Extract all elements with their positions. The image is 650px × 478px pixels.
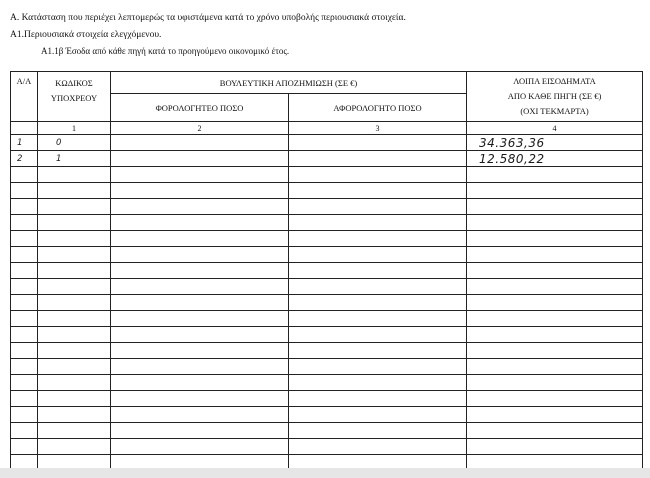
row-taxable[interactable] xyxy=(111,151,289,167)
row-aa-empty[interactable] xyxy=(11,311,38,327)
row-code-empty[interactable] xyxy=(38,375,111,391)
header-other-income xyxy=(467,72,643,122)
row-code[interactable]: 0 xyxy=(38,135,111,151)
row-other-income-empty[interactable] xyxy=(467,423,643,439)
row-taxable-empty[interactable] xyxy=(111,423,289,439)
row-other-income-empty[interactable] xyxy=(467,263,643,279)
row-nontaxable-empty[interactable] xyxy=(289,423,467,439)
table-row-empty xyxy=(11,423,643,439)
row-code-empty[interactable] xyxy=(38,247,111,263)
row-code-empty[interactable] xyxy=(38,359,111,375)
row-other-income-empty[interactable] xyxy=(467,311,643,327)
table-row-empty xyxy=(11,375,643,391)
row-other-income-empty[interactable] xyxy=(467,295,643,311)
row-nontaxable-empty[interactable] xyxy=(289,407,467,423)
row-aa-empty[interactable] xyxy=(11,247,38,263)
scan-bottom-edge xyxy=(0,468,650,478)
row-taxable-empty[interactable] xyxy=(111,295,289,311)
row-code-empty[interactable] xyxy=(38,263,111,279)
row-aa-empty[interactable] xyxy=(11,263,38,279)
table-row-empty xyxy=(11,199,643,215)
row-other-income[interactable]: 12.580,22 xyxy=(467,151,643,167)
row-aa-empty[interactable] xyxy=(11,295,38,311)
row-taxable-empty[interactable] xyxy=(111,231,289,247)
row-aa-empty[interactable] xyxy=(11,279,38,295)
row-other-income-empty[interactable] xyxy=(467,231,643,247)
row-other-income[interactable]: 34.363,36 xyxy=(467,135,643,151)
row-code-empty[interactable] xyxy=(38,231,111,247)
colnum-4: 4 xyxy=(467,122,643,135)
row-aa-empty[interactable] xyxy=(11,167,38,183)
header-code xyxy=(38,72,111,122)
row-other-income-empty[interactable] xyxy=(467,343,643,359)
row-aa-empty[interactable] xyxy=(11,343,38,359)
row-other-income-empty[interactable] xyxy=(467,407,643,423)
row-aa-empty[interactable] xyxy=(11,407,38,423)
header-compensation: ΒΟΥΛΕΥΤΙΚΗ ΑΠΟΖΗΜΙΩΣΗ (ΣΕ €) xyxy=(111,72,467,94)
row-nontaxable-empty[interactable] xyxy=(289,375,467,391)
row-other-income-empty[interactable] xyxy=(467,375,643,391)
row-aa-empty[interactable] xyxy=(11,375,38,391)
row-aa-empty[interactable] xyxy=(11,327,38,343)
row-other-income-empty[interactable] xyxy=(467,439,643,455)
table-row-empty xyxy=(11,327,643,343)
table-row-empty xyxy=(11,231,643,247)
row-nontaxable-empty[interactable] xyxy=(289,327,467,343)
row-nontaxable-empty[interactable] xyxy=(289,263,467,279)
colnum-2: 2 xyxy=(111,122,289,135)
row-other-income-empty[interactable] xyxy=(467,183,643,199)
row-nontaxable-empty[interactable] xyxy=(289,343,467,359)
table-row xyxy=(11,151,643,167)
header-other-line3: (ΟΧΙ ΤΕΚΜΑΡΤΑ) xyxy=(520,106,589,116)
row-nontaxable-empty[interactable] xyxy=(289,311,467,327)
row-nontaxable-empty[interactable] xyxy=(289,247,467,263)
row-taxable-empty[interactable] xyxy=(111,215,289,231)
header-other-line2: ΑΠΟ ΚΑΘΕ ΠΗΓΗ (ΣΕ €) xyxy=(507,91,602,101)
row-aa-empty[interactable] xyxy=(11,423,38,439)
row-code-empty[interactable] xyxy=(38,295,111,311)
table-row-empty xyxy=(11,183,643,199)
table-row-empty xyxy=(11,263,643,279)
row-code-empty[interactable] xyxy=(38,167,111,183)
row-aa[interactable]: 1 xyxy=(11,135,38,151)
row-nontaxable-empty[interactable] xyxy=(289,391,467,407)
row-taxable-empty[interactable] xyxy=(111,183,289,199)
colnum-3: 3 xyxy=(289,122,467,135)
row-aa-empty[interactable] xyxy=(11,439,38,455)
row-nontaxable-empty[interactable] xyxy=(289,215,467,231)
row-taxable[interactable] xyxy=(111,135,289,151)
header-nontaxable: ΑΦΟΡΟΛΟΓΗΤΟ ΠΟΣΟ xyxy=(289,94,467,122)
row-other-income-empty[interactable] xyxy=(467,327,643,343)
row-code-empty[interactable] xyxy=(38,183,111,199)
table-row-empty xyxy=(11,215,643,231)
row-nontaxable-empty[interactable] xyxy=(289,439,467,455)
heading-section-a: Α. Κατάσταση που περιέχει λεπτομερώς τα υφιστάμενα κατά το χρόνο υποβολής περιουσιακά στοιχεία. xyxy=(10,13,406,23)
row-code-empty[interactable] xyxy=(38,407,111,423)
row-other-income-empty[interactable] xyxy=(467,199,643,215)
row-code-empty[interactable] xyxy=(38,343,111,359)
header-code-line2: ΥΠΟΧΡΕΟΥ xyxy=(50,93,98,103)
row-code-empty[interactable] xyxy=(38,199,111,215)
table-row xyxy=(11,135,643,151)
row-other-income-empty[interactable] xyxy=(467,215,643,231)
table-row-empty xyxy=(11,247,643,263)
row-code-empty[interactable] xyxy=(38,439,111,455)
row-taxable-empty[interactable] xyxy=(111,279,289,295)
table-row-empty xyxy=(11,311,643,327)
table-row-empty xyxy=(11,295,643,311)
row-taxable-empty[interactable] xyxy=(111,439,289,455)
row-aa-empty[interactable] xyxy=(11,231,38,247)
row-aa-empty[interactable] xyxy=(11,359,38,375)
table-row-empty xyxy=(11,279,643,295)
row-other-income-empty[interactable] xyxy=(467,247,643,263)
row-code[interactable]: 1 xyxy=(38,151,111,167)
row-aa-empty[interactable] xyxy=(11,391,38,407)
row-aa-empty[interactable] xyxy=(11,183,38,199)
row-taxable-empty[interactable] xyxy=(111,199,289,215)
row-nontaxable-empty[interactable] xyxy=(289,183,467,199)
row-aa-empty[interactable] xyxy=(11,199,38,215)
colnum-blank xyxy=(11,122,38,135)
row-other-income-empty[interactable] xyxy=(467,359,643,375)
row-aa[interactable]: 2 xyxy=(11,151,38,167)
row-code-empty[interactable] xyxy=(38,423,111,439)
row-other-income-empty[interactable] xyxy=(467,279,643,295)
row-nontaxable-empty[interactable] xyxy=(289,279,467,295)
row-code-empty[interactable] xyxy=(38,391,111,407)
header-aa: Α/Α xyxy=(11,72,38,122)
colnum-1: 1 xyxy=(38,122,111,135)
row-nontaxable[interactable] xyxy=(289,135,467,151)
row-code-empty[interactable] xyxy=(38,279,111,295)
row-other-income-empty[interactable] xyxy=(467,391,643,407)
income-table xyxy=(10,71,643,471)
row-taxable-empty[interactable] xyxy=(111,263,289,279)
row-taxable-empty[interactable] xyxy=(111,247,289,263)
row-nontaxable-empty[interactable] xyxy=(289,167,467,183)
row-taxable-empty[interactable] xyxy=(111,359,289,375)
row-taxable-empty[interactable] xyxy=(111,407,289,423)
row-taxable-empty[interactable] xyxy=(111,311,289,327)
header-taxable: ΦΟΡΟΛΟΓΗΤΕΟ ΠΟΣΟ xyxy=(111,94,289,122)
row-nontaxable-empty[interactable] xyxy=(289,359,467,375)
row-code-empty[interactable] xyxy=(38,327,111,343)
table-row-empty xyxy=(11,167,643,183)
row-taxable-empty[interactable] xyxy=(111,343,289,359)
row-code-empty[interactable] xyxy=(38,311,111,327)
table-row-empty xyxy=(11,439,643,455)
table-row-empty xyxy=(11,359,643,375)
row-taxable-empty[interactable] xyxy=(111,167,289,183)
header-other-line1: ΛΟΙΠΑ ΕΙΣΟΔΗΜΑΤΑ xyxy=(513,76,596,86)
table-row-empty xyxy=(11,343,643,359)
row-taxable-empty[interactable] xyxy=(111,375,289,391)
row-nontaxable-empty[interactable] xyxy=(289,231,467,247)
row-nontaxable[interactable] xyxy=(289,151,467,167)
heading-section-a11b: Α1.1β Έσοδα από κάθε πηγή κατά το προηγούμενο οικονομικό έτος. xyxy=(41,46,290,56)
table-row-empty xyxy=(11,407,643,423)
row-taxable-empty[interactable] xyxy=(111,391,289,407)
row-nontaxable-empty[interactable] xyxy=(289,199,467,215)
row-code-empty[interactable] xyxy=(38,215,111,231)
heading-section-a1: Α1.Περιουσιακά στοιχεία ελεγχόμενου. xyxy=(10,30,162,40)
header-code-line1: ΚΩΔΙΚΟΣ xyxy=(55,78,93,88)
row-aa-empty[interactable] xyxy=(11,215,38,231)
row-nontaxable-empty[interactable] xyxy=(289,295,467,311)
table-row-empty xyxy=(11,391,643,407)
row-other-income-empty[interactable] xyxy=(467,167,643,183)
row-taxable-empty[interactable] xyxy=(111,327,289,343)
